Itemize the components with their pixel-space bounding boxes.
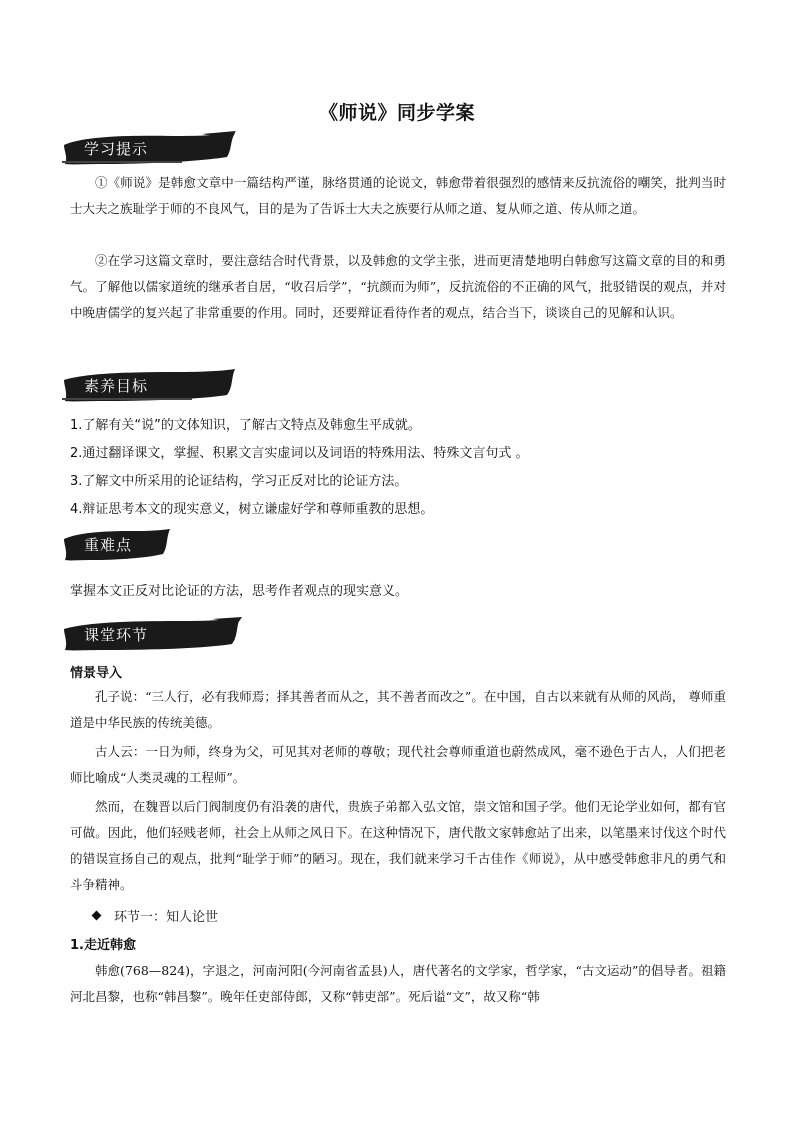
subsection-paragraph: 韩愈(768—824)，字退之，河南河阳(今河南省孟县)人，唐代著名的文学家，哲学家，“古文运动”的倡导者。祖籍河北昌黎，也称“韩昌黎”。晚年任吏部侍郎，又称“韩吏部”。死后谥“文”，故又称“韩 <box>70 963 726 1004</box>
intro-paragraph-2: 古人云：一日为师，终身为父，可见其对老师的尊敬；现代社会尊师重道也蔚然成风，毫不逊色于古人，人们把老师比喻成“人类灵魂的工程师”。 <box>70 744 726 785</box>
section-banner-classroom <box>62 617 242 653</box>
subsection-heading: 1.走近韩愈 <box>70 938 136 953</box>
diamond-bullet-icon <box>92 911 102 921</box>
section-banner-key-points <box>62 527 172 563</box>
section-banner-tips <box>62 131 237 167</box>
intro-heading: 情景导入 <box>70 666 123 681</box>
goal-item-3: 3.了解文中所采用的论证结构，学习正反对比的论证方法。 <box>70 474 408 489</box>
goal-item-1: 1.了解有关“说”的文体知识，了解古文特点及韩愈生平成就。 <box>70 418 421 433</box>
section-banner-goals <box>62 368 237 404</box>
tips-paragraph-1: ①《师说》是韩愈文章中一篇结构严谨，脉络贯通的论说文，韩愈带着很强烈的感情来反抗流俗的嘲笑，批判当时士大夫之族耻学于师的不良风气，目的是为了告诉士大夫之族要行从师之道、复从师之道、传从师之道。 <box>70 175 726 216</box>
section-heading: 素养目标 <box>84 377 149 395</box>
step-one-text: 环节一：知人论世 <box>114 910 219 925</box>
page-title: 《师说》同步学案 <box>318 102 475 124</box>
section-heading: 重难点 <box>84 536 133 554</box>
step-one-label <box>93 906 218 925</box>
tips-paragraph-2: ②在学习这篇文章时，要注意结合时代背景，以及韩愈的文学主张，进而更清楚地明白韩愈写这篇文章的目的和勇气。了解他以儒家道统的继承者自居，“收召后学”，“抗颜而为师”，反抗流俗的不正确的风气，批驳错误的观点，并对中晚唐儒学的复兴起了非常重要的作用。同时，还要辩证看待作者的观点，结合当下，谈谈自己的见解和认识。 <box>70 253 726 320</box>
goal-item-2: 2.通过翻译课文，掌握、积累文言实虚词以及词语的特殊用法、特殊文言句式 。 <box>70 446 529 461</box>
intro-paragraph-3: 然而，在魏晋以后门阀制度仍有沿袭的唐代，贵族子弟都入弘文馆，崇文馆和国子学。他们无论学业如何，都有官可做。因此，他们轻贱老师，社会上从师之风日下。在这种情况下，唐代散文家韩愈站了出来，以笔墨来讨伐这个时代的错误宣扬自己的观点，批判“耻学于师”的陋习。现在，我们就来学习千古佳作《师说》，从中感受韩愈非凡的勇气和斗争精神。 <box>70 799 726 892</box>
goal-item-4: 4.辩证思考本文的现实意义，树立谦虚好学和尊师重教的思想。 <box>70 502 434 517</box>
section-heading: 课堂环节 <box>84 626 149 644</box>
intro-paragraph-1: 孔子说：“三人行，必有我师焉；择其善者而从之，其不善者而改之”。在中国，自古以来就有从师的风尚， 尊师重道是中华民族的传统美德。 <box>70 689 726 730</box>
key-points-text: 掌握本文正反对比论证的方法，思考作者观点的现实意义。 <box>70 584 409 599</box>
section-heading: 学习提示 <box>84 140 149 158</box>
